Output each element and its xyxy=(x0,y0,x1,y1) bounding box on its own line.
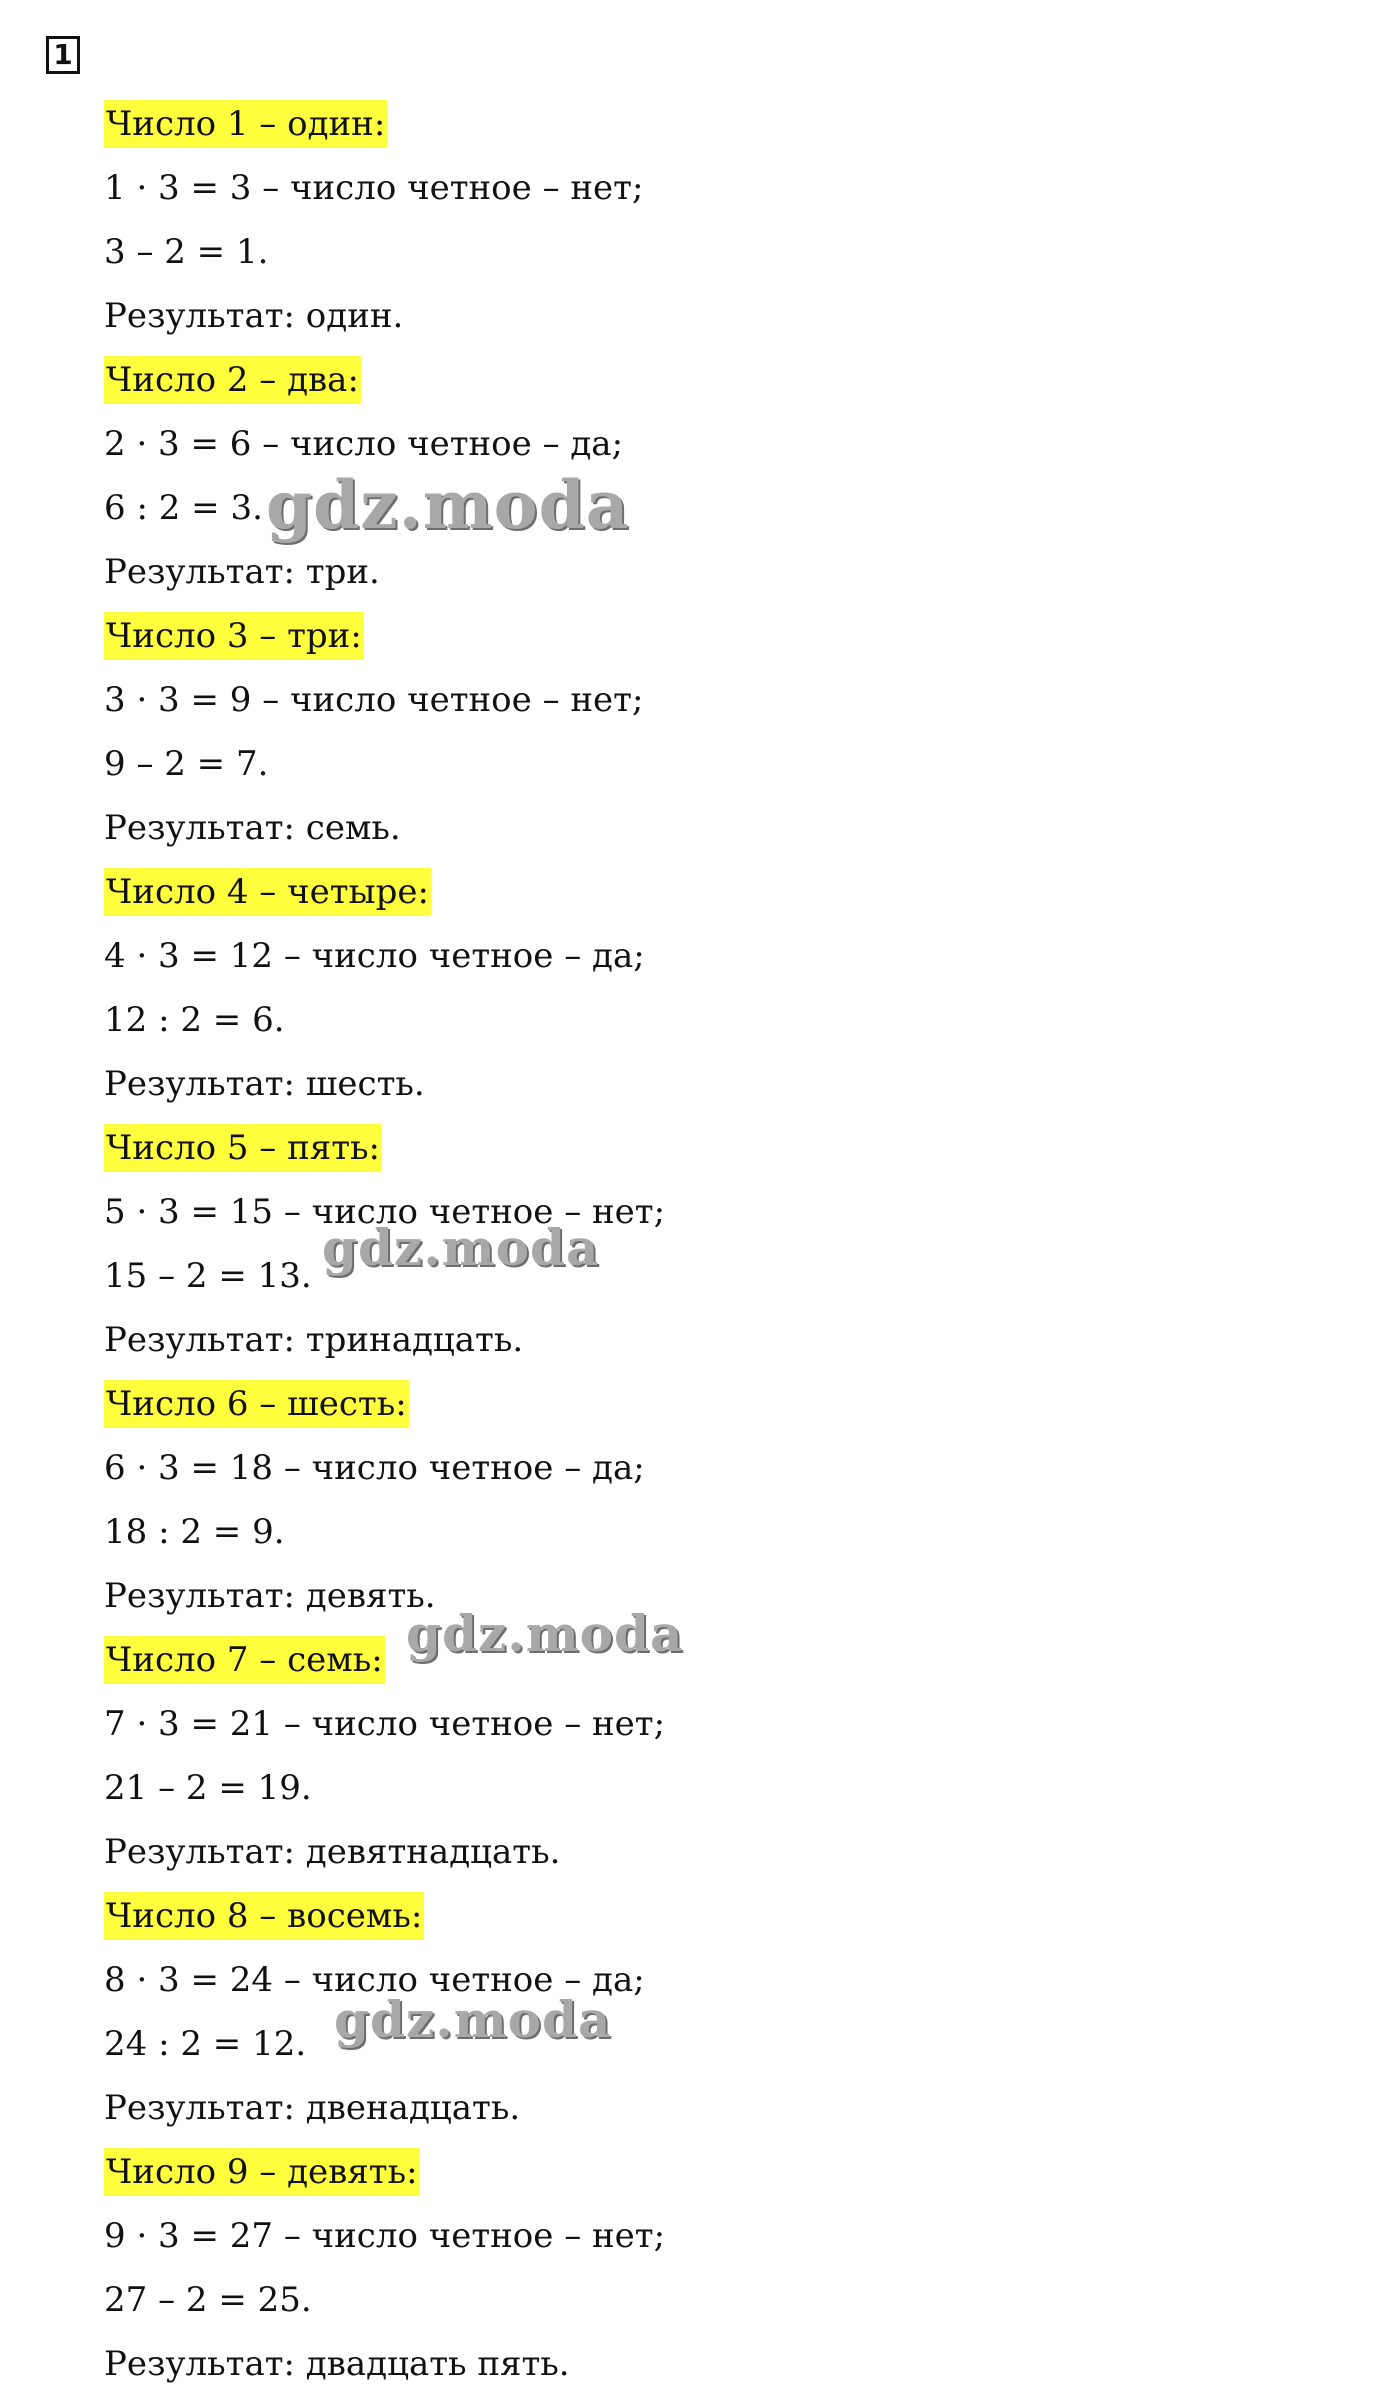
result-line xyxy=(104,1564,1304,1628)
calc-line xyxy=(104,1180,1304,1244)
calc-line xyxy=(104,220,1304,284)
result-line xyxy=(104,1052,1304,1116)
result-text: Результат: шесть. xyxy=(104,1064,425,1104)
calc-line xyxy=(104,1500,1304,1564)
calc-line xyxy=(104,668,1304,732)
calc-text: 8 · 3 = 24 – число четное – да; xyxy=(104,1960,645,2000)
calc-line xyxy=(104,1756,1304,1820)
heading-text: Число 9 – девять: xyxy=(104,2148,420,2196)
calc-text: 18 : 2 = 9. xyxy=(104,1512,285,1552)
heading-text: Число 4 – четыре: xyxy=(104,868,431,916)
calc-line xyxy=(104,156,1304,220)
calc-text: 15 – 2 = 13. xyxy=(104,1256,312,1296)
watermark: gdz.moda xyxy=(406,1604,684,1663)
block-heading xyxy=(104,348,1304,412)
calc-line xyxy=(104,1948,1304,2012)
block-heading xyxy=(104,604,1304,668)
calc-text: 9 · 3 = 27 – число четное – нет; xyxy=(104,2216,666,2256)
result-text: Результат: девятнадцать. xyxy=(104,1832,561,1872)
result-text: Результат: двадцать пять. xyxy=(104,2344,570,2384)
calc-text: 27 – 2 = 25. xyxy=(104,2280,312,2320)
block-heading xyxy=(104,1372,1304,1436)
result-text: Результат: девять. xyxy=(104,1576,436,1616)
result-line xyxy=(104,2332,1304,2396)
calc-text: 7 · 3 = 21 – число четное – нет; xyxy=(104,1704,666,1744)
result-text: Результат: семь. xyxy=(104,808,401,848)
result-text: Результат: двенадцать. xyxy=(104,2088,521,2128)
heading-text: Число 8 – восемь: xyxy=(104,1892,424,1940)
calc-text: 6 · 3 = 18 – число четное – да; xyxy=(104,1448,645,1488)
calc-text: 1 · 3 = 3 – число четное – нет; xyxy=(104,168,644,208)
block-heading xyxy=(104,92,1304,156)
calc-line xyxy=(104,1436,1304,1500)
watermark: gdz.moda xyxy=(334,1990,612,2049)
result-line xyxy=(104,1308,1304,1372)
solution-content xyxy=(104,92,1304,2396)
calc-line xyxy=(104,2204,1304,2268)
block-heading xyxy=(104,1116,1304,1180)
watermark: gdz.moda xyxy=(322,1218,600,1277)
calc-text: 6 : 2 = 3. xyxy=(104,488,263,528)
block-heading xyxy=(104,1884,1304,1948)
calc-text: 2 · 3 = 6 – число четное – да; xyxy=(104,424,624,464)
calc-line xyxy=(104,924,1304,988)
calc-text: 24 : 2 = 12. xyxy=(104,2024,307,2064)
calc-line xyxy=(104,988,1304,1052)
calc-text: 12 : 2 = 6. xyxy=(104,1000,285,1040)
calc-text: 3 · 3 = 9 – число четное – нет; xyxy=(104,680,644,720)
watermark: gdz.moda xyxy=(266,466,630,544)
task-number-badge: 1 xyxy=(46,36,80,74)
calc-line xyxy=(104,2012,1304,2076)
heading-text: Число 1 – один: xyxy=(104,100,387,148)
result-line xyxy=(104,796,1304,860)
calc-text: 4 · 3 = 12 – число четное – да; xyxy=(104,936,645,976)
calc-line xyxy=(104,1244,1304,1308)
heading-text: Число 2 – два: xyxy=(104,356,361,404)
result-text: Результат: один. xyxy=(104,296,404,336)
block-heading xyxy=(104,2140,1304,2204)
calc-text: 3 – 2 = 1. xyxy=(104,232,269,272)
result-line xyxy=(104,540,1304,604)
result-line xyxy=(104,284,1304,348)
calc-text: 5 · 3 = 15 – число четное – нет; xyxy=(104,1192,666,1232)
calc-line xyxy=(104,1692,1304,1756)
heading-text: Число 5 – пять: xyxy=(104,1124,382,1172)
block-heading xyxy=(104,1628,1304,1692)
heading-text: Число 7 – семь: xyxy=(104,1636,385,1684)
result-line xyxy=(104,2076,1304,2140)
heading-text: Число 6 – шесть: xyxy=(104,1380,409,1428)
block-heading xyxy=(104,860,1304,924)
heading-text: Число 3 – три: xyxy=(104,612,364,660)
result-line xyxy=(104,1820,1304,1884)
calc-text: 9 – 2 = 7. xyxy=(104,744,269,784)
result-text: Результат: тринадцать. xyxy=(104,1320,524,1360)
calc-line xyxy=(104,732,1304,796)
calc-text: 21 – 2 = 19. xyxy=(104,1768,312,1808)
calc-line xyxy=(104,2268,1304,2332)
result-text: Результат: три. xyxy=(104,552,380,592)
